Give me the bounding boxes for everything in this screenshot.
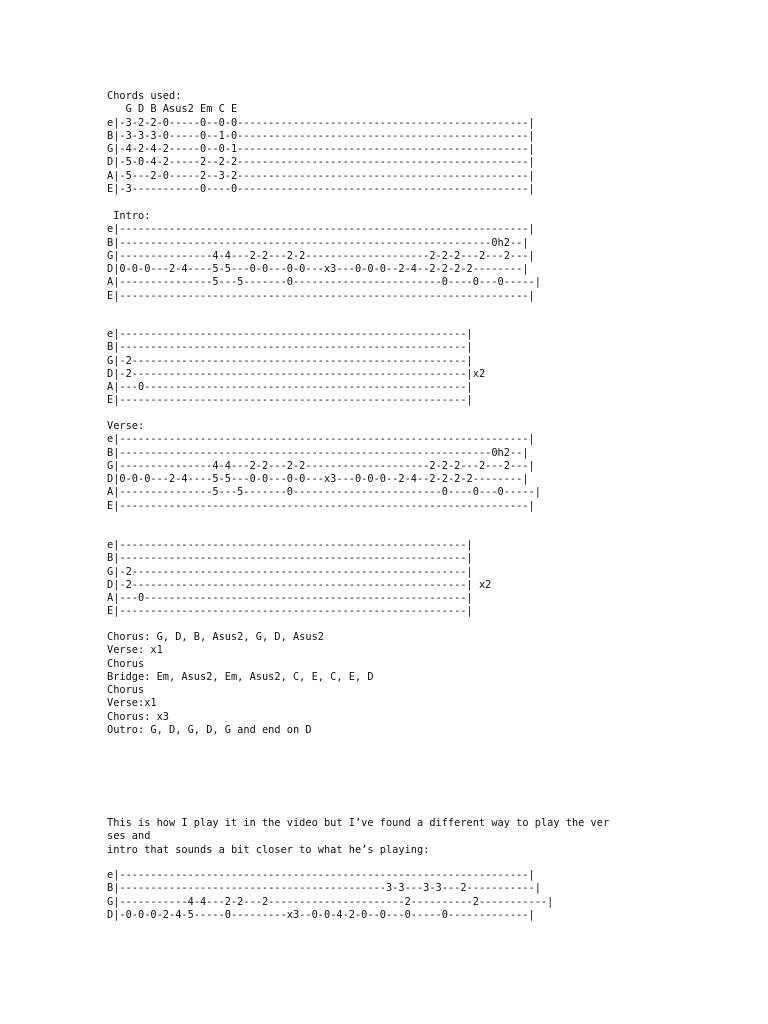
alternate-tab-section: e|------------------------------------------------------------------| B|-------------------------------------------3-3---3-3---2-----------| G|-----------4-4---2-2---2----------------------2----------2-----------| D|-0-0-0-2-4-5-----0---------x3--0-0-4-2-0--0---0-----0-------------| xyxy=(107,869,554,921)
song-structure-section: Chorus: G, D, B, Asus2, G, D, Asus2 Verse: x1 Chorus Bridge: Em, Asus2, Em, Asus2, C, E, C, E, D Chorus Verse:x1 Chorus: x3 Outro: G, D, G, D, G and end on D xyxy=(107,631,374,737)
verse-repeat-tab-section: e|--------------------------------------------------------| B|--------------------------------------------------------| G|-2------------------------------------------------------| D|-2------------------------------------------------------| x2 A|---0----------------------------------------------------| E|--------------------------------------------------------| xyxy=(107,539,492,618)
alternate-version-note: This is how I play it in the video but I’ve found a different way to play the ver ses and intro that sounds a bit closer to what he’s playing: xyxy=(107,817,610,856)
intro-repeat-tab-section: e|--------------------------------------------------------| B|--------------------------------------------------------| G|-2------------------------------------------------------| D|-2------------------------------------------------------|x2 A|---0----------------------------------------------------| E|--------------------------------------------------------| xyxy=(107,328,486,407)
verse-tab-section: Verse: e|------------------------------------------------------------------| B|------------------------------------------------------------0h2--| G|---------------4-4---2-2---2-2--------------------2-2-2---2---2---| D|0-0-0---2-4----5-5---0-0---0-0---x3---0-0-0--2-4--2-2-2-2--------| A|---------------5---5-------0------------------------0----0---0-----| E|------------------------------------------------------------------| xyxy=(107,420,541,512)
chords-used-section: Chords used: G D B Asus2 Em C E e|-3-2-2-0-----0--0-0-----------------------------------------------| B|-3-3-3-0-----0--1-0-----------------------------------------------| G|-4-2-4-2-----0--0-1-----------------------------------------------| D|-5-0-4-2-----2--2-2-----------------------------------------------| A|-5---2-0-----2--3-2-----------------------------------------------| E|-3-----------0----0-----------------------------------------------| xyxy=(107,90,535,196)
intro-tab-section: Intro: e|------------------------------------------------------------------| B|------------------------------------------------------------0h2--| G|---------------4-4---2-2---2-2--------------------2-2-2---2---2---| D|0-0-0---2-4----5-5---0-0---0-0---x3---0-0-0--2-4--2-2-2-2--------| A|---------------5---5-------0------------------------0----0---0-----| E|------------------------------------------------------------------| xyxy=(107,210,541,302)
